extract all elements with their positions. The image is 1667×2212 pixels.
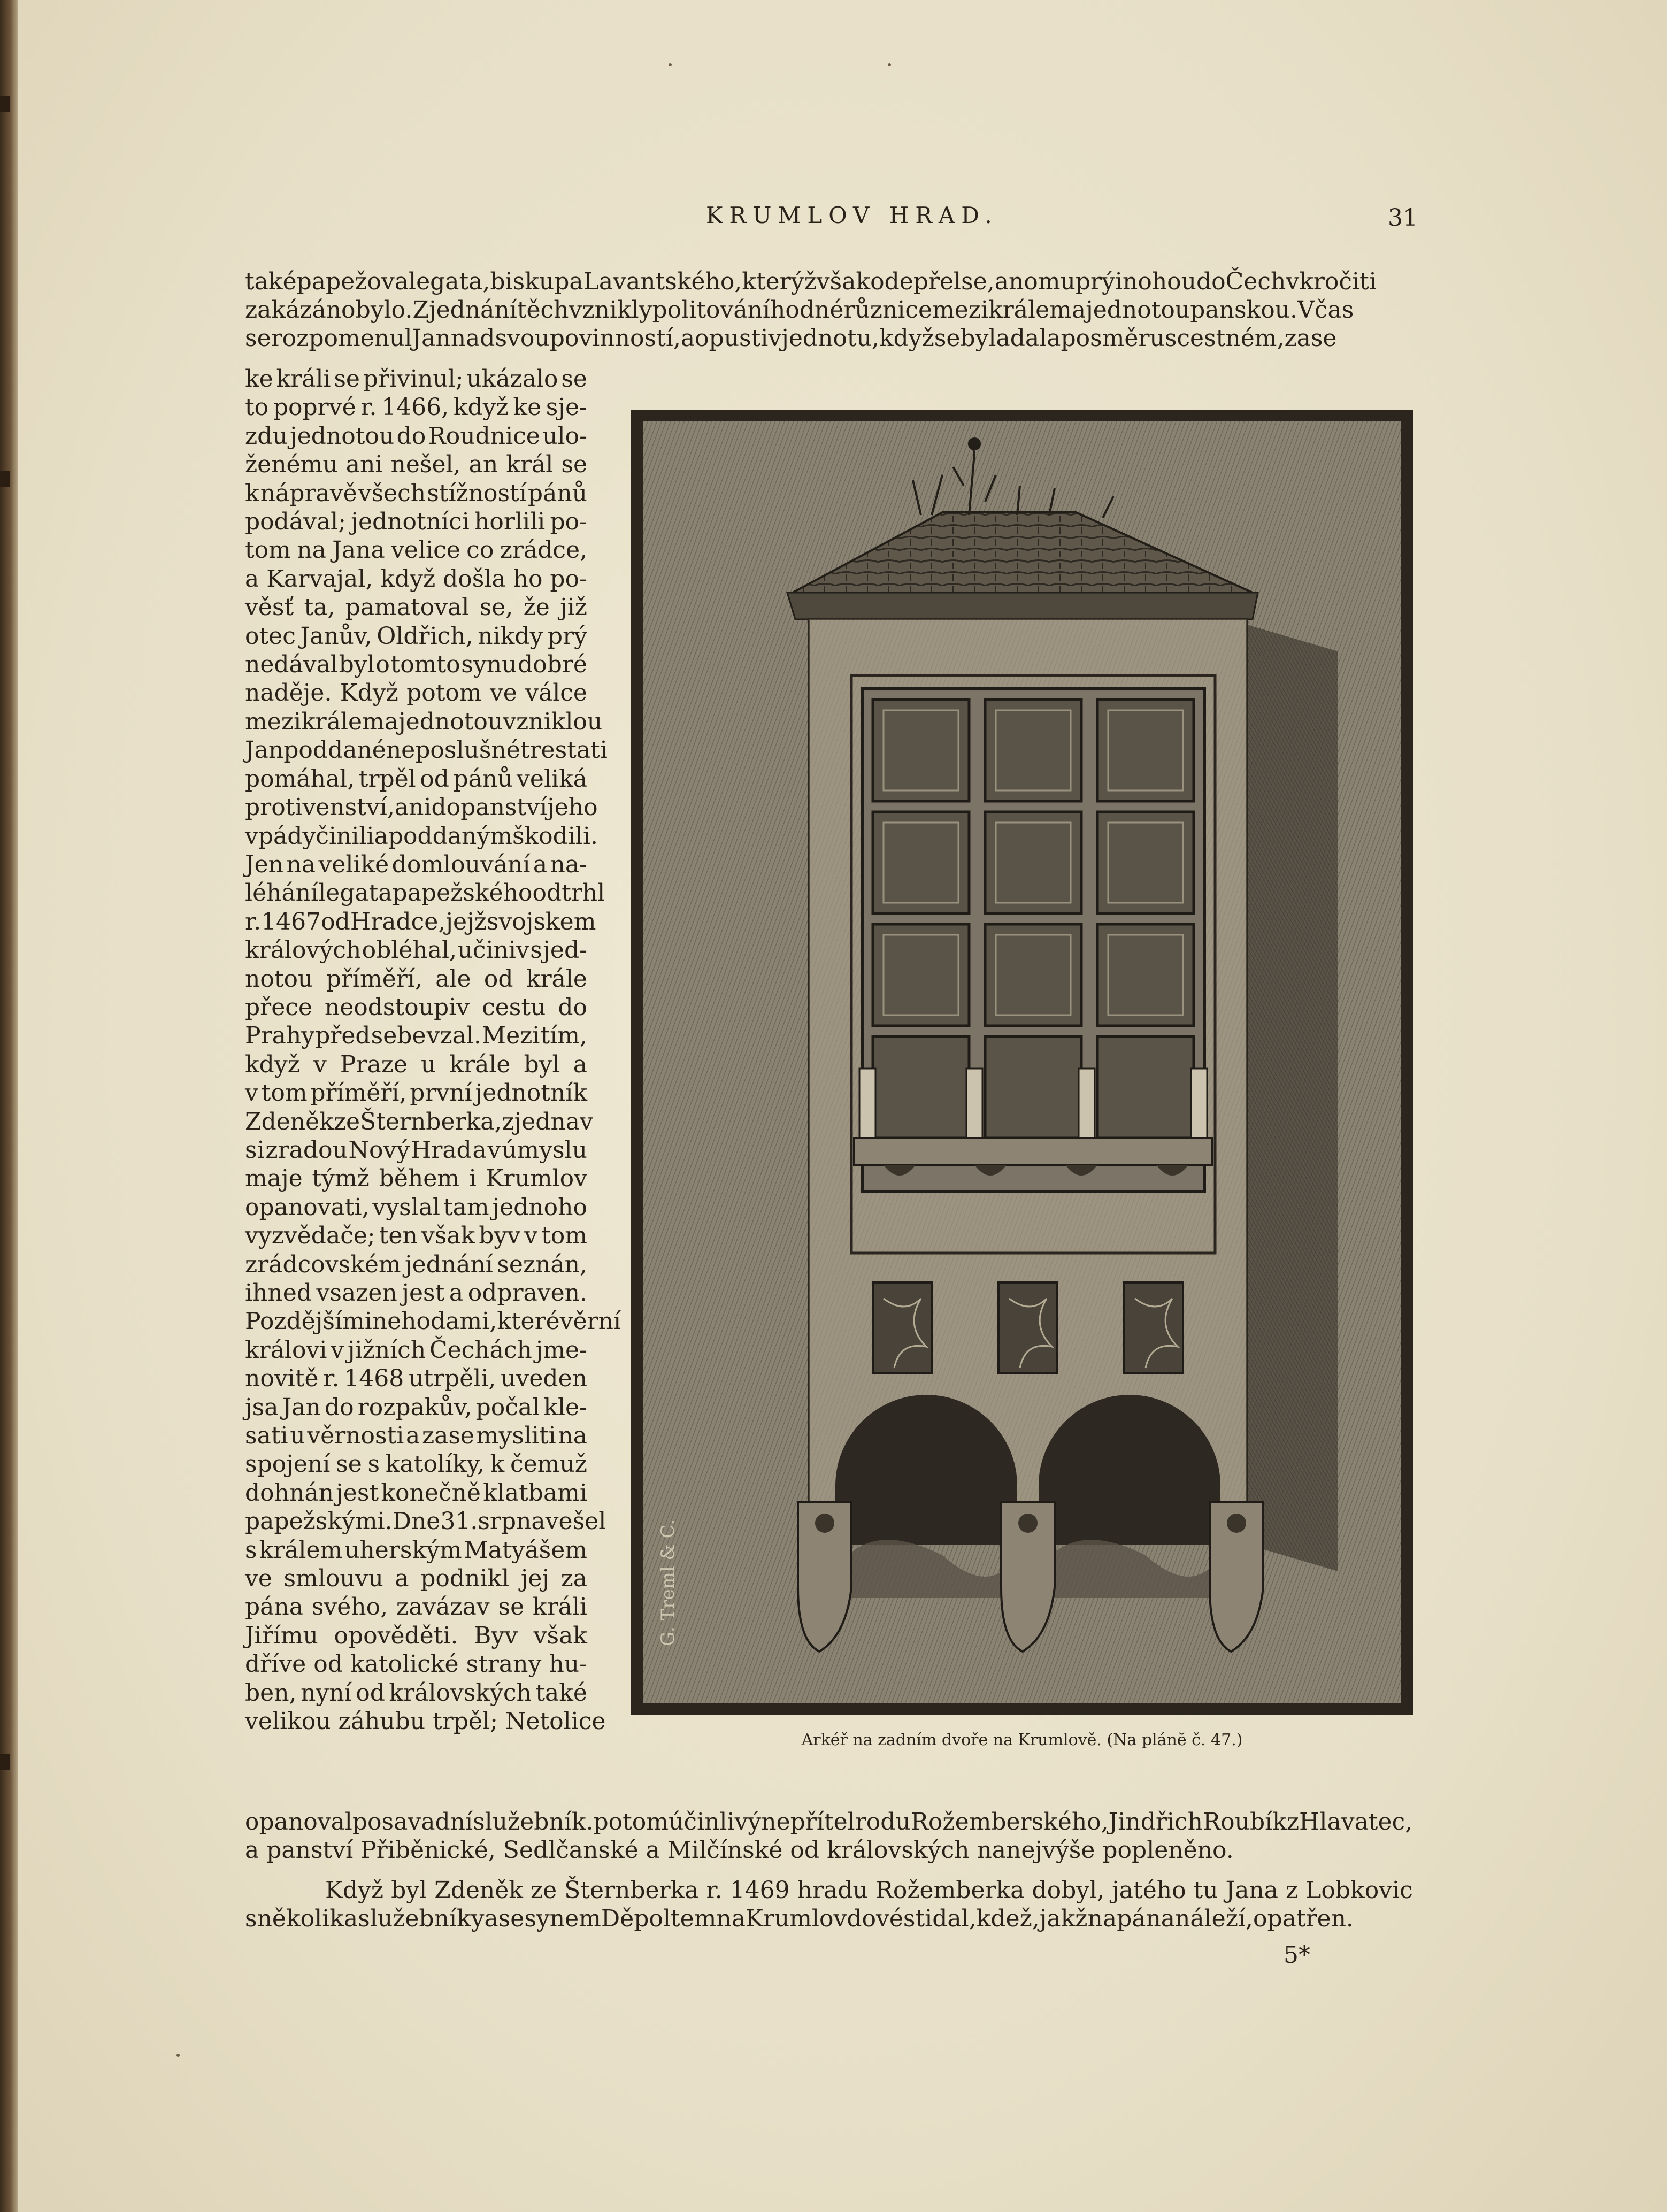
text-line: nedával byl o tomto synu dobré bbox=[245, 651, 587, 679]
text-line: r. 1467 od Hradce, jejž s vojskem bbox=[245, 908, 596, 935]
oriel-engraving bbox=[643, 421, 1401, 1703]
oriel-illustration bbox=[631, 410, 1413, 1715]
text-line: Jen na veliké domlouvání a na- bbox=[245, 850, 587, 878]
text-line: když v Praze u krále byl a bbox=[245, 1050, 587, 1078]
intro-paragraph bbox=[245, 267, 1416, 352]
text-line: zdu jednotou do Roudnice ulo- bbox=[245, 422, 587, 450]
text-line: pána svého, zavázav se králi bbox=[245, 1593, 587, 1621]
roof-eave bbox=[787, 593, 1258, 619]
text-line: jsa Jan do rozpakův, počal kle- bbox=[245, 1393, 587, 1421]
text-line: papežskými. Dne 31. srpna vešel bbox=[245, 1508, 606, 1535]
text-line: zrádcovském jednání seznán, bbox=[245, 1250, 587, 1278]
text-line: a panství Přiběnické, Sedlčanské a Milčínské od královských nanejvýše popleněno. bbox=[245, 1837, 1234, 1864]
window-sill bbox=[854, 1138, 1212, 1165]
text-line: ihned vsazen jest a odpraven. bbox=[245, 1279, 587, 1307]
text-line: mezi králem a jednotou vzniklou bbox=[245, 708, 603, 735]
text-line: otec Janův, Oldřich, nikdy prý bbox=[245, 622, 587, 650]
text-line: ben, nyní od královských také bbox=[245, 1679, 587, 1707]
figure-caption: Arkéř na zadním dvoře na Krumlově. (Na plánĕ č. 47.) bbox=[801, 1731, 1243, 1749]
text-line: serozpomenulJannadsvoupovinností,aopustivjednotu,kdyžsebyladalaposměruscestném,zase bbox=[245, 325, 1337, 352]
text-line: pomáhal, trpěl od pánů veliká bbox=[245, 765, 587, 793]
text-line: Jiřímu opověděti. Byv však bbox=[245, 1622, 587, 1649]
book-spine-edge bbox=[0, 0, 18, 2212]
text-line: ženému ani nešel, an král se bbox=[245, 451, 587, 479]
text-line: věsť ta, pamatoval se, že již bbox=[245, 594, 587, 621]
text-line: Když byl Zdeněk ze Šternberka r. 1469 hradu Rožemberka dobyl, jatého tu Jana z Lobkovic bbox=[325, 1877, 1413, 1904]
text-line: taképapežovalegata,biskupaLavantského,kterýžvšakodepřelse,anomuprýinohoudoČechvkročiti bbox=[245, 268, 1377, 295]
text-line: ve smlouvu a podnikl jej za bbox=[245, 1565, 587, 1593]
text-line: velikou záhubu trpěl; Netolice bbox=[245, 1708, 606, 1735]
text-line: v tom příměří, první jednotník bbox=[245, 1079, 587, 1107]
final-paragraph bbox=[245, 1876, 1416, 1933]
text-line: sněkolikaslužebníkyasesynemDěpoltemnaKrumlovdovéstidal,kdež,jakžnapánanáleží,opatřen. bbox=[245, 1905, 1354, 1932]
text-line: léhání legata papežského odtrhl bbox=[245, 879, 605, 907]
text-line: maje týmž během i Krumlov bbox=[245, 1165, 587, 1193]
text-line: k nápravě všech stížností pánů bbox=[245, 479, 587, 507]
text-line: opanovati, vyslal tam jednoho bbox=[245, 1193, 587, 1221]
text-line: tom na Jana velice co zrádce, bbox=[245, 536, 587, 564]
text-line: notou příměří, ale od krále bbox=[245, 965, 587, 993]
text-line: králových obléhal, učiniv s jed- bbox=[245, 936, 587, 964]
text-line: Jan poddané neposlušné trestati bbox=[245, 736, 608, 764]
text-line: a Karvajal, když došla ho po- bbox=[245, 565, 587, 593]
text-line: sati u věrnosti a zase mysliti na bbox=[245, 1422, 587, 1450]
text-line: protivenství, ani do panství jeho bbox=[245, 794, 598, 821]
text-line: novitě r. 1468 utrpěli, uveden bbox=[245, 1365, 587, 1393]
text-line: s králem uherským Matyášem bbox=[245, 1536, 587, 1564]
text-line: Pozdějšími nehodami, které věrní bbox=[245, 1308, 621, 1335]
narrow-column-text bbox=[245, 365, 621, 1736]
text-line: opanovalposavadníslužebník.potomúčinlivýnepřítelroduRožemberského,JindřichRoubíkzHlavatec, bbox=[245, 1808, 1413, 1835]
paper-speck bbox=[888, 63, 891, 66]
paper-speck bbox=[176, 2054, 180, 2057]
engraver-signature: G. Treml & C. bbox=[657, 1519, 679, 1646]
text-line: Zdeněk ze Šternberka, zjednav bbox=[245, 1108, 593, 1135]
signature-mark: 5* bbox=[1284, 1941, 1310, 1969]
closing-paragraph bbox=[245, 1808, 1416, 1864]
running-header: KRUMLOV HRAD. bbox=[706, 202, 998, 228]
text-line: vpády činili a poddaným škodili. bbox=[245, 822, 598, 850]
text-line: dříve od katolické strany hu- bbox=[245, 1650, 587, 1678]
text-line: ke králi se přivinul; ukázalo se bbox=[245, 365, 587, 393]
text-line: podával; jednotníci horlili po- bbox=[245, 508, 587, 536]
text-line: dohnán jest konečně klatbami bbox=[245, 1479, 587, 1507]
text-line: královi v jižních Čechách jme- bbox=[245, 1336, 587, 1364]
paper-speck bbox=[669, 63, 672, 66]
text-line: zakázánobylo.Zjednánítěchvzniklypolitováníhodnérůznicemezikrálemajednotoupanskou.Včas bbox=[245, 296, 1354, 324]
text-line: vyzvědače; ten však byv v tom bbox=[245, 1222, 587, 1250]
page-number: 31 bbox=[1388, 204, 1418, 232]
carved-panels bbox=[873, 1282, 1183, 1373]
text-line: naděje. Když potom ve válce bbox=[245, 679, 587, 707]
text-line: Prahy před sebe vzal. Mezi tím, bbox=[245, 1022, 587, 1050]
oriel-shadow bbox=[1247, 625, 1338, 1571]
text-line: spojení se s katolíky, k čemuž bbox=[245, 1450, 587, 1478]
text-line: si zradou Nový Hrad a v úmyslu bbox=[245, 1136, 587, 1164]
text-line: přece neodstoupiv cestu do bbox=[245, 993, 587, 1021]
text-line: to poprvé r. 1466, když ke sje- bbox=[245, 394, 587, 421]
